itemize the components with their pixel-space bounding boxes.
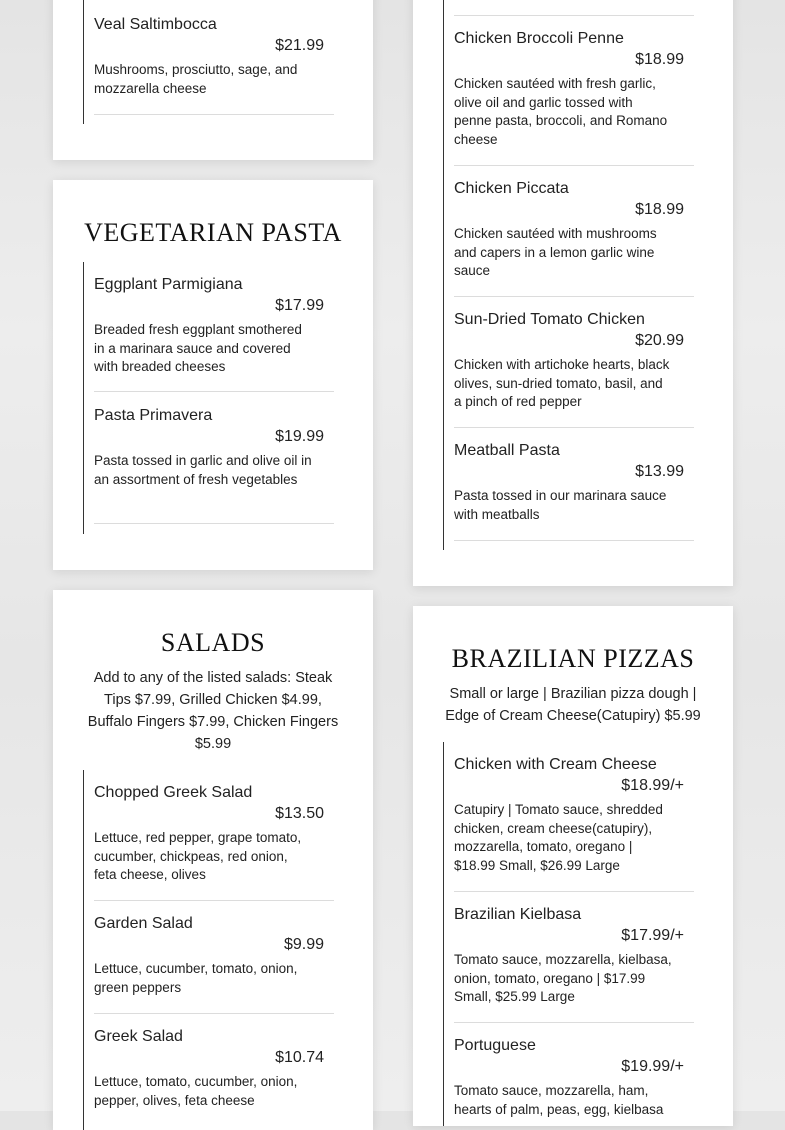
item-name: Chicken Broccoli Penne	[454, 30, 624, 47]
veal-items	[83, 0, 334, 124]
item-description: Lettuce, tomato, cucumber, onion, pepper, olives, feta cheese	[94, 1074, 298, 1108]
item-description: Pasta tossed in our marinara sauce with meatballs	[454, 488, 667, 522]
item-name: Portuguese	[454, 1037, 536, 1054]
item-divider	[94, 900, 334, 901]
item-description: Lettuce, cucumber, tomato, onion, green peppers	[94, 961, 298, 995]
item-divider	[94, 391, 334, 392]
item-divider	[454, 540, 694, 541]
brazilian-pizzas-card	[413, 606, 733, 1126]
item-description: Tomato sauce, mozzarella, ham, hearts of palm, peas, egg, kielbasa	[454, 1083, 664, 1117]
vegetarian-pasta-card	[53, 180, 373, 570]
item-price: $18.99	[635, 51, 684, 68]
salads-card	[53, 590, 373, 1130]
item-price: $13.50	[275, 805, 324, 822]
item-description: Mushrooms, prosciutto, sage, and mozzarella cheese	[94, 62, 298, 96]
item-name: Greek Salad	[94, 1028, 183, 1045]
section-title: VEGETARIAN PASTA	[84, 218, 342, 247]
item-divider	[94, 1013, 334, 1014]
item-name: Eggplant Parmigiana	[94, 276, 243, 293]
item-description: Chicken sautéed with fresh garlic, olive oil and garlic tossed with penne pasta, broccoli, and Romano cheese	[454, 76, 668, 147]
section-title: SALADS	[160, 628, 266, 657]
item-divider	[454, 891, 694, 892]
pizza-items	[443, 742, 694, 1126]
item-price: $18.99	[635, 201, 684, 218]
item-name: Sun-Dried Tomato Chicken	[454, 311, 645, 328]
item-description: Chicken with artichoke hearts, black olives, sun-dried tomato, basil, and a pinch of red pepper	[454, 357, 670, 409]
item-price: $19.99	[275, 428, 324, 445]
salads-items	[83, 770, 334, 1130]
chicken-items	[443, 0, 694, 550]
item-name: Garden Salad	[94, 915, 193, 932]
item-price: $17.99/+	[621, 927, 684, 944]
item-description: Chicken sautéed with mushrooms and capers in a lemon garlic wine sauce	[454, 226, 657, 278]
item-price: $13.99	[635, 463, 684, 480]
item-name: Chicken with Cream Cheese	[454, 756, 657, 773]
item-name: Meatball Pasta	[454, 442, 560, 459]
item-name: Brazilian Kielbasa	[454, 906, 582, 923]
item-price: $20.99	[635, 332, 684, 349]
item-price: $10.74	[275, 1049, 324, 1066]
item-divider	[454, 165, 694, 166]
item-description: Lettuce, red pepper, grape tomato, cucumber, chickpeas, red onion, feta cheese, olives	[94, 830, 302, 882]
item-name: Veal Saltimbocca	[94, 16, 217, 33]
item-price: $21.99	[275, 37, 324, 54]
item-description: Tomato sauce, mozzarella, kielbasa, onion, tomato, oregano | $17.99 Small, $25.99 Large	[454, 952, 672, 1004]
item-price: $17.99	[275, 297, 324, 314]
item-divider	[94, 114, 334, 115]
item-divider	[94, 523, 334, 524]
chicken-pasta-card	[413, 0, 733, 586]
item-name: Pasta Primavera	[94, 407, 213, 424]
item-price: $19.99/+	[621, 1058, 684, 1075]
item-divider	[454, 296, 694, 297]
item-divider	[454, 427, 694, 428]
veal-card	[53, 0, 373, 160]
item-description: Breaded fresh eggplant smothered in a marinara sauce and covered with breaded cheeses	[94, 322, 302, 374]
item-price: $18.99/+	[621, 777, 684, 794]
item-price: $9.99	[283, 936, 324, 953]
section-title: BRAZILIAN PIZZAS	[451, 644, 695, 673]
section-note: Small or large | Brazilian pizza dough | Edge of Cream Cheese(Catupiry) $5.99	[445, 686, 701, 724]
item-divider	[454, 15, 694, 16]
item-divider	[454, 1022, 694, 1023]
item-description: Pasta tossed in garlic and olive oil in an assortment of fresh vegetables	[94, 453, 312, 487]
section-note: Add to any of the listed salads: Steak Tips $7.99, Grilled Chicken $4.99, Buffalo Fingers $7.99, Chicken Fingers $5.99	[87, 670, 339, 752]
item-name: Chicken Piccata	[454, 180, 569, 197]
item-name: Chopped Greek Salad	[94, 784, 253, 801]
vegetarian-items	[83, 262, 334, 534]
item-description: Catupiry | Tomato sauce, shredded chicken, cream cheese(catupiry), mozzarella, tomato, oregano | $18.99 Small, $26.99 Large	[454, 802, 663, 873]
